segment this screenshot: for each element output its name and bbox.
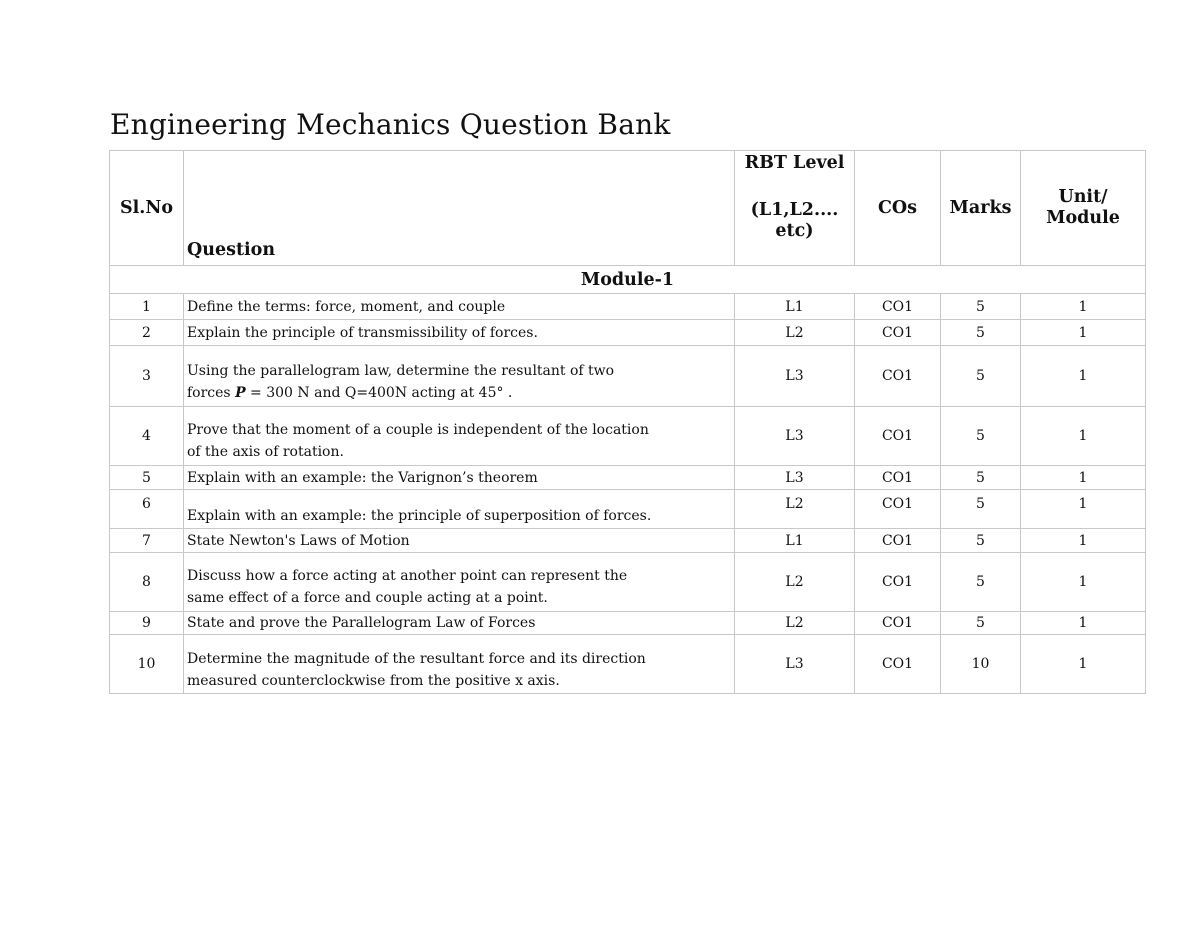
header-unit-module [1021,151,1146,266]
cell-unit: 1 [1021,635,1146,694]
cell-unit: 1 [1021,407,1146,466]
table-row [110,466,1146,490]
cell-marks: 5 [941,346,1021,407]
question-line-2: measured counterclockwise from the positive x axis. [187,673,560,689]
cell-slno: 6 [110,490,184,529]
table-row [110,407,1146,466]
cell-rbt: L2 [735,553,855,612]
table-row [110,635,1146,694]
table-row [110,553,1146,612]
question-line-1: Using the parallelogram law, determine the resultant of two [187,363,615,379]
cell-question [184,407,735,466]
cell-marks: 5 [941,553,1021,612]
cell-co: CO1 [855,635,941,694]
cell-unit: 1 [1021,346,1146,407]
question-line-1: Determine the magnitude of the resultant force and its direction [187,651,646,667]
header-rbt-line2: (L1,L2.... etc) [750,200,839,241]
module-row [110,266,1146,294]
cell-question: Explain the principle of transmissibility of forces. [184,320,735,346]
header-rbt-level [735,151,855,266]
module-label: Module-1 [110,266,1146,294]
cell-slno: 8 [110,553,184,612]
cell-rbt: L3 [735,466,855,490]
table-row [110,529,1146,553]
cell-question: Define the terms: force, moment, and couple [184,294,735,320]
cell-question [184,346,735,407]
question-line-2: same effect of a force and couple acting at a point. [187,590,548,606]
cell-co: CO1 [855,320,941,346]
cell-slno: 3 [110,346,184,407]
variable-p: P [235,385,246,401]
cell-unit: 1 [1021,490,1146,529]
cell-slno: 9 [110,612,184,635]
header-unit-line2: Module [1046,208,1120,228]
header-cos: COs [855,151,941,266]
cell-marks: 10 [941,635,1021,694]
table-row [110,490,1146,529]
cell-rbt: L3 [735,407,855,466]
header-unit-line1: Unit/ [1058,187,1108,207]
cell-question: Explain with an example: the principle of superposition of forces. [184,490,735,529]
cell-slno: 4 [110,407,184,466]
cell-slno: 2 [110,320,184,346]
table-row [110,612,1146,635]
cell-slno: 7 [110,529,184,553]
header-row [110,151,1146,266]
cell-marks: 5 [941,466,1021,490]
cell-unit: 1 [1021,294,1146,320]
cell-marks: 5 [941,612,1021,635]
cell-co: CO1 [855,612,941,635]
table-row [110,320,1146,346]
cell-slno: 10 [110,635,184,694]
cell-rbt: L3 [735,346,855,407]
question-line-2: of the axis of rotation. [187,444,344,460]
cell-unit: 1 [1021,529,1146,553]
cell-marks: 5 [941,529,1021,553]
cell-co: CO1 [855,529,941,553]
cell-unit: 1 [1021,466,1146,490]
cell-co: CO1 [855,490,941,529]
cell-co: CO1 [855,346,941,407]
cell-marks: 5 [941,294,1021,320]
table-row [110,346,1146,407]
cell-marks: 5 [941,490,1021,529]
question-line-2: forces P = 300 N and Q=400N acting at 45° . [187,385,513,401]
cell-slno: 5 [110,466,184,490]
question-line-1: Prove that the moment of a couple is independent of the location [187,422,649,438]
cell-question [184,635,735,694]
cell-co: CO1 [855,553,941,612]
cell-question: State Newton's Laws of Motion [184,529,735,553]
header-slno: Sl.No [110,151,184,266]
cell-rbt: L1 [735,294,855,320]
cell-slno: 1 [110,294,184,320]
cell-rbt: L3 [735,635,855,694]
header-question: Question [184,151,735,266]
cell-question: State and prove the Parallelogram Law of Forces [184,612,735,635]
cell-question [184,553,735,612]
cell-unit: 1 [1021,320,1146,346]
cell-marks: 5 [941,320,1021,346]
cell-marks: 5 [941,407,1021,466]
cell-question: Explain with an example: the Varignon’s theorem [184,466,735,490]
cell-co: CO1 [855,407,941,466]
cell-rbt: L2 [735,490,855,529]
cell-rbt: L2 [735,320,855,346]
cell-co: CO1 [855,294,941,320]
header-rbt-line1: RBT Level [744,153,845,173]
page-title: Engineering Mechanics Question Bank [110,108,671,141]
table-row [110,294,1146,320]
question-line-1: Discuss how a force acting at another point can represent the [187,568,628,584]
cell-unit: 1 [1021,553,1146,612]
cell-rbt: L2 [735,612,855,635]
cell-rbt: L1 [735,529,855,553]
cell-unit: 1 [1021,612,1146,635]
cell-co: CO1 [855,466,941,490]
question-table [109,150,1146,694]
header-marks: Marks [941,151,1021,266]
